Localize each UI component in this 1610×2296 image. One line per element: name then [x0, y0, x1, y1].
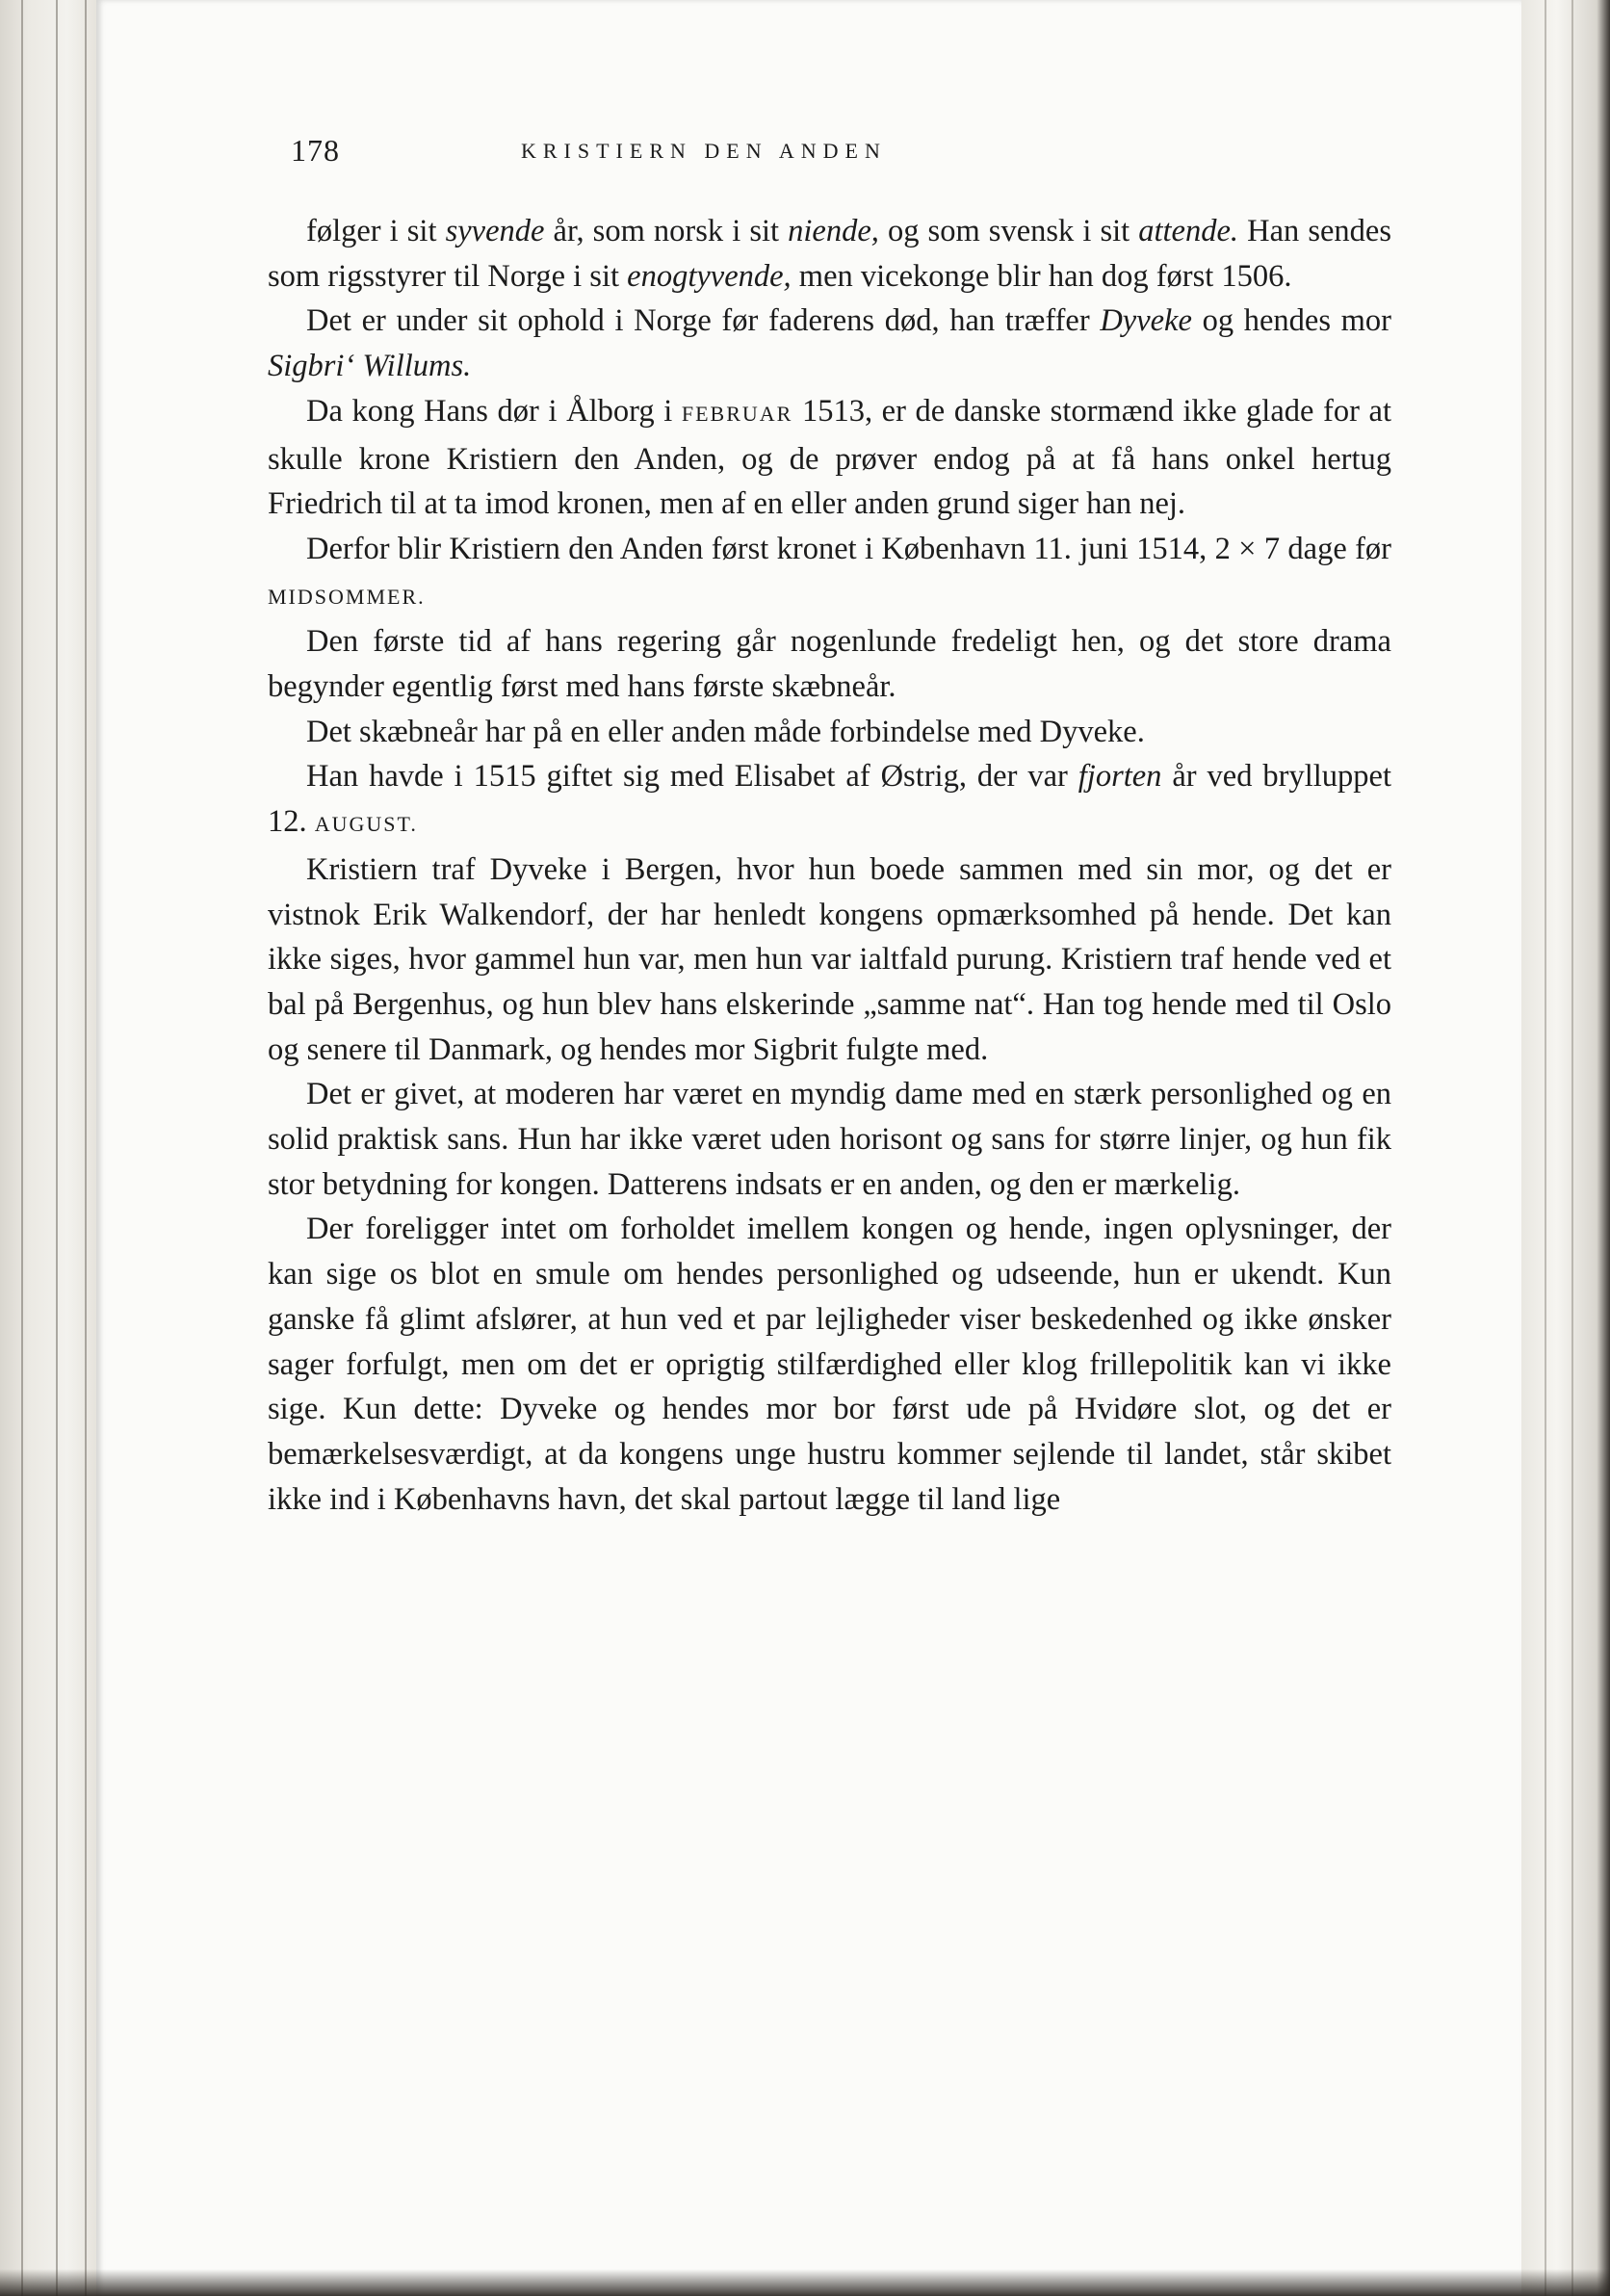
paragraph [268, 209, 1391, 299]
text-segment: Kristiern traf Dyveke i Bergen, hvor hun boede sammen med sin mor, og det er vistnok Erik Walkendorf, der har henledt kongens opmærksomhed på hende. Det kan ikke siges, hvor gammel hun var, men hun var ialtfald purung. Kristiern traf hende ved et bal på Bergenhus, og hun blev hans elskerinde „samme nat“. Han tog hende med til Oslo og senere til Danmark, og hendes mor Sigbrit fulgte med. [268, 851, 1391, 1067]
paragraph [268, 527, 1391, 619]
page-edge-line [21, 0, 23, 2296]
text-segment: Den første tid af hans regering går nogenlunde fredeligt hen, og det store drama begynder egentlig først med hans første skæbneår. [268, 624, 1391, 705]
italic-text: Dyveke [1100, 303, 1192, 339]
running-head [0, 133, 1610, 171]
paragraph [268, 754, 1391, 847]
text-segment: år, som norsk i sit [544, 214, 789, 248]
text-segment: Derfor blir Kristiern den Anden først kronet i København 11. juni 1514, 2 × 7 dage før [306, 531, 1391, 566]
left-page-edge [0, 0, 96, 2296]
bottom-shadow [0, 2269, 1610, 2296]
italic-text: syvende [445, 214, 545, 248]
paragraph [268, 710, 1391, 755]
italic-text: attende. [1138, 214, 1239, 248]
text-segment: og hendes mor [1191, 303, 1391, 339]
page-edge-line [1545, 0, 1546, 2296]
text-segment: følger i sit [306, 214, 446, 248]
italic-text: enogtyvende, [627, 258, 792, 294]
paragraph [268, 619, 1391, 709]
page-edge-line [85, 0, 87, 2296]
italic-text: fjorten [1078, 759, 1162, 795]
text-segment: Han sendes som rigsstyrer til Norge i sit [268, 214, 1391, 294]
paragraph [268, 299, 1391, 388]
italic-text: niende, [788, 214, 879, 248]
smallcaps-text: FEBRUAR [681, 401, 793, 426]
smallcaps-text: AUGUST. [314, 812, 418, 837]
text-segment: og som svensk i sit [878, 214, 1139, 248]
running-head-title: KRISTIERN DEN ANDEN [521, 139, 887, 163]
italic-text: Sigbri‘ Willums. [268, 349, 472, 384]
paragraph [268, 1207, 1391, 1522]
text-segment: Det er givet, at moderen har været en myndig dame med en stærk personlighed og en solid praktisk sans. Hun har ikke været uden horisont og sans for større linjer, og hun fik stor betydning for kongen. Datterens indsats er en anden, og den er mærkelig. [268, 1077, 1391, 1202]
text-segment: år ved brylluppet 12. [268, 759, 1391, 840]
paragraph [268, 1072, 1391, 1207]
smallcaps-text: MIDSOMMER. [268, 584, 426, 609]
text-segment: Han havde i 1515 giftet sig med Elisabet af Østrig, der var [306, 759, 1078, 795]
page-edge-line [56, 0, 58, 2296]
text-segment: men vicekonge blir han dog først 1506. [791, 258, 1292, 294]
text-segment: Da kong Hans dør i Ålborg i [306, 393, 682, 429]
text-segment: Det er under sit ophold i Norge før faderens død, han træffer [306, 303, 1101, 339]
text-segment: Det skæbneår har på en eller anden måde forbindelse med Dyveke. [306, 714, 1145, 749]
text-segment: 1513, er de danske stormænd ikke glade for at skulle krone Kristiern den Anden, og de prøver endog på at få hans onkel hertug Friedrich til at ta imod kronen, men af en eller anden grund siger han nej. [268, 393, 1392, 522]
paragraph [268, 389, 1391, 527]
text-segment: Der foreligger intet om forholdet imellem kongen og hende, ingen oplysninger, der kan sige os blot en smule om hendes personlighed og udseende, hun er ukendt. Kun ganske få glimt afslører, at hun ved et par lejligheder viser beskedenhed og ikke ønsker sager forfulgt, men om det er oprigtig stilfærdighed eller klog frillepolitik kan vi ikke sige. Kun dette: Dyveke og hendes mor bor først ude på Hvidøre slot, og det er bemærkelsesværdigt, at da kongens unge hustru kommer sejlende til landet, står skibet ikke ind i Københavns havn, det skal partout lægge til land lige [268, 1212, 1391, 1517]
page-edge-line [1571, 0, 1573, 2296]
body-text [268, 209, 1391, 1522]
right-page-edge [1521, 0, 1610, 2296]
paragraph [268, 848, 1391, 1073]
page-number: 178 [291, 133, 340, 168]
